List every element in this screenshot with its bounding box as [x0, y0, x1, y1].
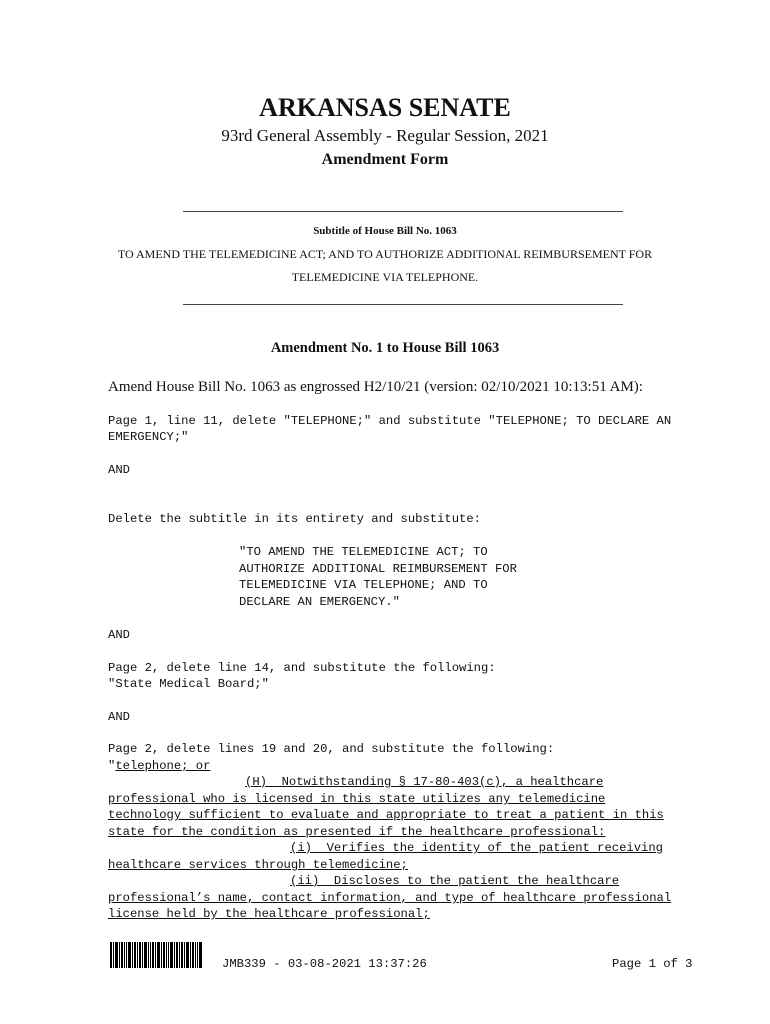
open-quote: ": [108, 759, 116, 773]
footer-page-number: Page 1 of 3: [612, 957, 693, 971]
subtitle-heading: Subtitle of House Bill No. 1063: [313, 225, 457, 237]
inserted-text: state for the condition as presented if the healthcare professional:: [108, 825, 606, 839]
page2-line14-substitute: "State Medical Board;": [108, 677, 269, 691]
divider-bottom: [183, 304, 623, 305]
subtitle-line-1: TO AMEND THE TELEMEDICINE ACT; AND TO AUTHORIZE ADDITIONAL REIMBURSEMENT FOR: [117, 247, 653, 261]
inserted-text: (H) Notwithstanding § 17-80-403(c), a healthcare: [245, 775, 604, 789]
subtitle-line-2: TELEMEDICINE VIA TELEPHONE.: [291, 270, 479, 284]
substitute-subtitle-line-1: "TO AMEND THE TELEMEDICINE ACT; TO: [239, 545, 488, 559]
session-line: 93rd General Assembly - Regular Session, 2021: [221, 126, 549, 145]
substitute-subtitle-line-2: AUTHORIZE ADDITIONAL REIMBURSEMENT FOR: [239, 562, 517, 576]
substitute-subtitle-line-4: DECLARE AN EMERGENCY.": [239, 595, 400, 609]
barcode-image: [110, 942, 202, 968]
subtitle-instruction: Delete the subtitle in its entirety and substitute:: [108, 512, 481, 526]
inserted-text: professional who is licensed in this state utilizes any telemedicine: [108, 792, 606, 806]
amendment-heading: Amendment No. 1 to House Bill 1063: [270, 340, 500, 356]
inserted-text: technology sufficient to evaluate and appropriate to treat a patient in this: [108, 808, 664, 822]
page2-lines19-20-instruction: Page 2, delete lines 19 and 20, and substitute the following:: [108, 742, 555, 756]
page1-instruction-line-1: Page 1, line 11, delete "TELEPHONE;" and substitute "TELEPHONE; TO DECLARE AN: [108, 414, 672, 428]
amendment-intro: Amend House Bill No. 1063 as engrossed H2/10/21 (version: 02/10/2021 10:13:51 AM):: [108, 379, 643, 395]
inserted-text: healthcare services through telemedicine;: [108, 858, 408, 872]
inserted-text: (i) Verifies the identity of the patient receiving: [290, 841, 663, 855]
inserted-text: telephone; or: [115, 759, 211, 773]
page2-line14-instruction: Page 2, delete line 14, and substitute the following:: [108, 661, 496, 675]
and-separator: AND: [108, 710, 130, 724]
inserted-text-line: [108, 758, 210, 775]
document-title: ARKANSAS SENATE: [259, 93, 511, 122]
and-separator: AND: [108, 463, 130, 477]
and-separator: AND: [108, 628, 130, 642]
footer-document-id: JMB339 - 03-08-2021 13:37:26: [222, 957, 427, 971]
inserted-text: (ii) Discloses to the patient the healthcare: [290, 874, 620, 888]
form-name: Amendment Form: [321, 151, 449, 168]
substitute-subtitle-line-3: TELEMEDICINE VIA TELEPHONE; AND TO: [239, 578, 488, 592]
page1-instruction-line-2: EMERGENCY;": [108, 430, 189, 444]
inserted-text: professional’s name, contact information, and type of healthcare professional: [108, 891, 672, 905]
divider-top: [183, 211, 623, 212]
inserted-text: license held by the healthcare professional;: [108, 907, 430, 921]
